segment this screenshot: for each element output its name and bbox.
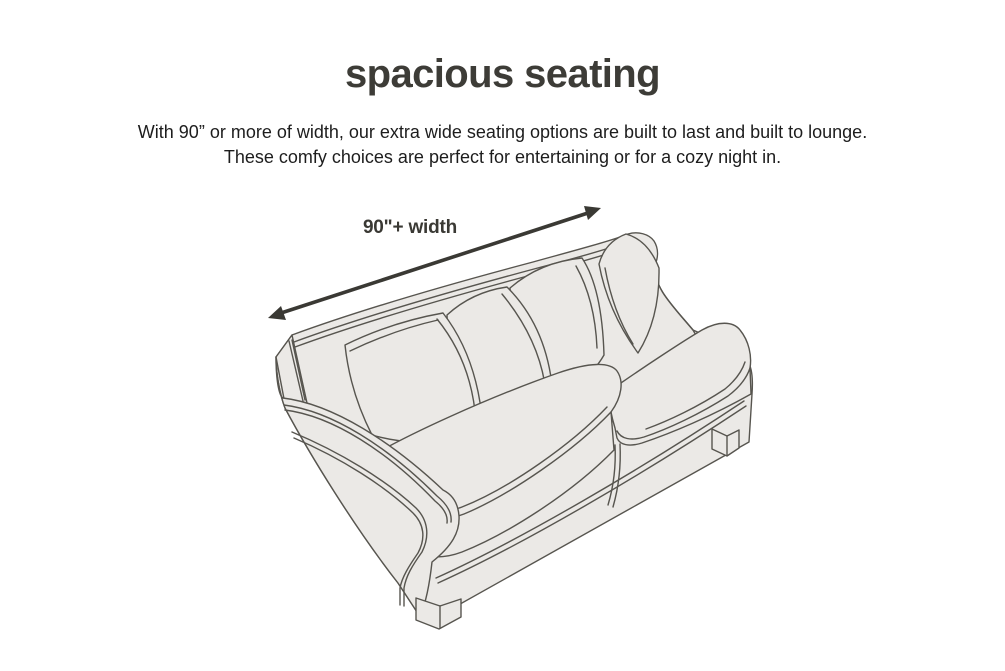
width-arrow-head-left: [268, 306, 286, 320]
description-line-1: With 90” or more of width, our extra wide seating options are built to last and built to lounge.: [137, 122, 868, 142]
page-title: spacious seating: [345, 52, 660, 96]
description-line-2: These comfy choices are perfect for entertaining or for a cozy night in.: [223, 147, 782, 167]
width-arrow-head-right: [584, 206, 601, 220]
dimension-label: 90"+ width: [362, 217, 458, 238]
